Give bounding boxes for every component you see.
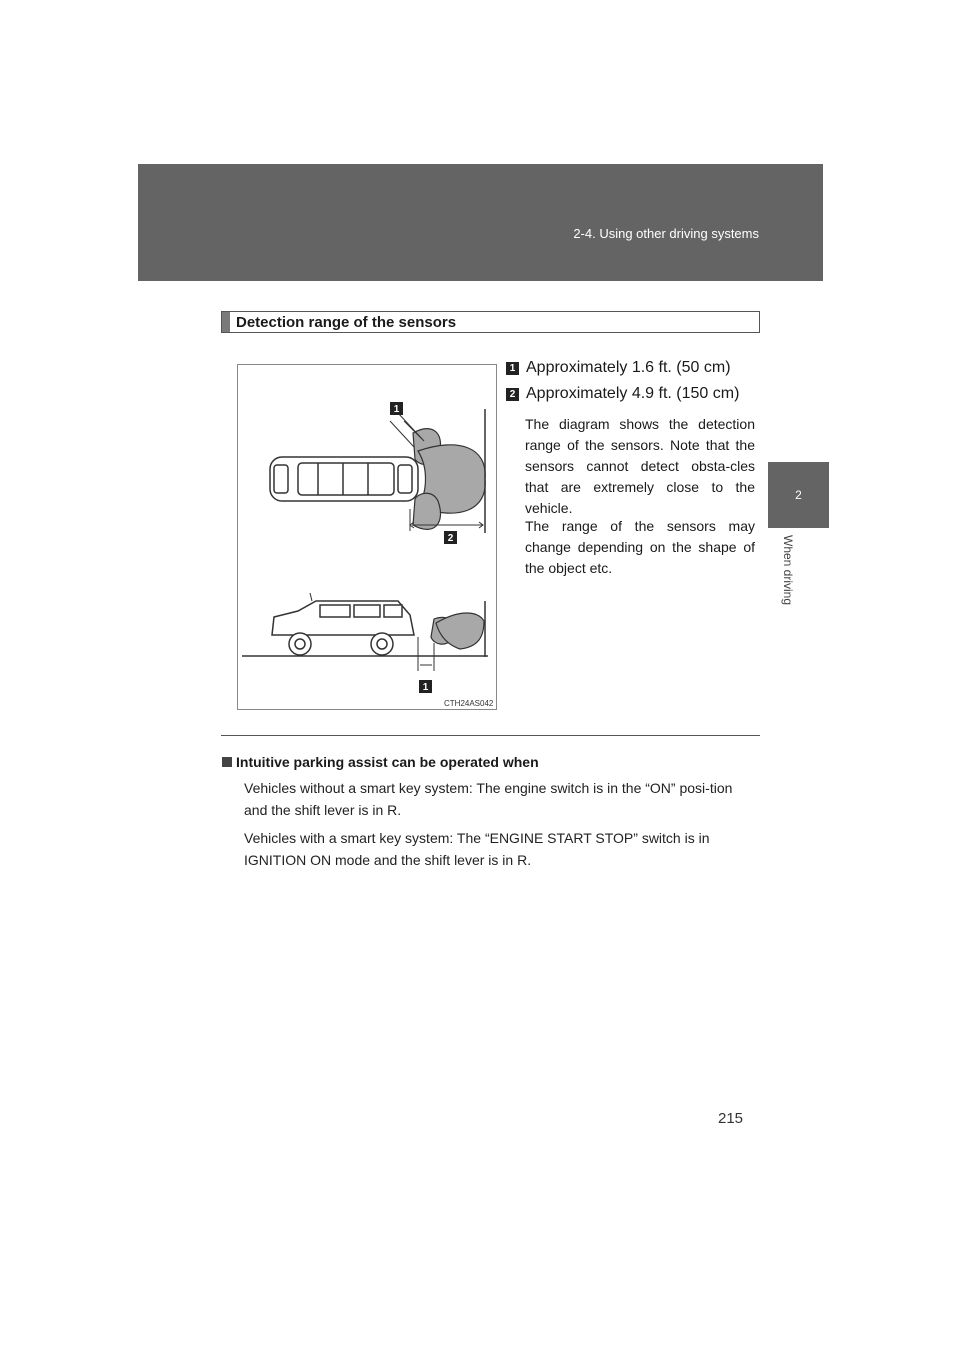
vehicle-side-view <box>272 601 414 655</box>
diagram-illustration <box>238 365 498 711</box>
note-heading-text: Intuitive parking assist can be operated when <box>236 754 539 770</box>
callout-1-side <box>419 680 432 693</box>
callout-1-top <box>390 402 403 415</box>
chapter-label: When driving <box>781 535 795 606</box>
legend-number-1: 1 <box>506 362 519 375</box>
note-bullet-icon <box>222 757 232 767</box>
sensor-zones-side <box>431 613 484 649</box>
chapter-tab <box>768 462 829 528</box>
page-number: 215 <box>718 1110 744 1127</box>
legend-text-2: Approximately 4.9 ft. (150 cm) <box>526 385 740 402</box>
section-breadcrumb: 2-4. Using other driving systems <box>573 226 759 241</box>
legend-number-2: 2 <box>506 388 519 401</box>
sensor-range-diagram <box>237 364 497 710</box>
paragraph-detection-range: The diagram shows the detection range of the sensors. Note that the sensors cannot detect obsta-cles that are extremely close to the vehicle. <box>525 416 755 516</box>
callout-2-top-label: 2 <box>447 533 454 544</box>
section-title: Detection range of the sensors <box>236 314 457 331</box>
dimension-1-side <box>418 637 434 671</box>
callout-1-top-label: 1 <box>393 404 400 415</box>
heading-bar <box>222 312 230 332</box>
callout-2-top <box>444 531 457 544</box>
chapter-number: 2 <box>795 488 802 502</box>
section-divider <box>221 735 760 736</box>
sensor-zones-top <box>413 429 485 530</box>
figure-code: CTH24AS042 <box>444 699 494 708</box>
antenna <box>310 593 312 601</box>
section-heading <box>221 311 760 333</box>
note-heading <box>222 754 539 770</box>
callout-1-side-label: 1 <box>422 682 429 693</box>
legend-text-1: Approximately 1.6 ft. (50 cm) <box>526 359 731 376</box>
header-band <box>138 164 823 281</box>
note-item-smart-key: Vehicles with a smart key system: The “ENGINE START STOP” switch is in IGNITION ON mode and the shift lever is in R. <box>244 830 710 868</box>
vehicle-top-view <box>270 457 418 501</box>
paragraph-range-change: The range of the sensors may change depending on the shape of the object etc. <box>525 518 755 576</box>
note-item-no-smart-key: Vehicles without a smart key system: The engine switch is in the “ON” posi-tion and the shift lever is in R. <box>244 780 733 818</box>
